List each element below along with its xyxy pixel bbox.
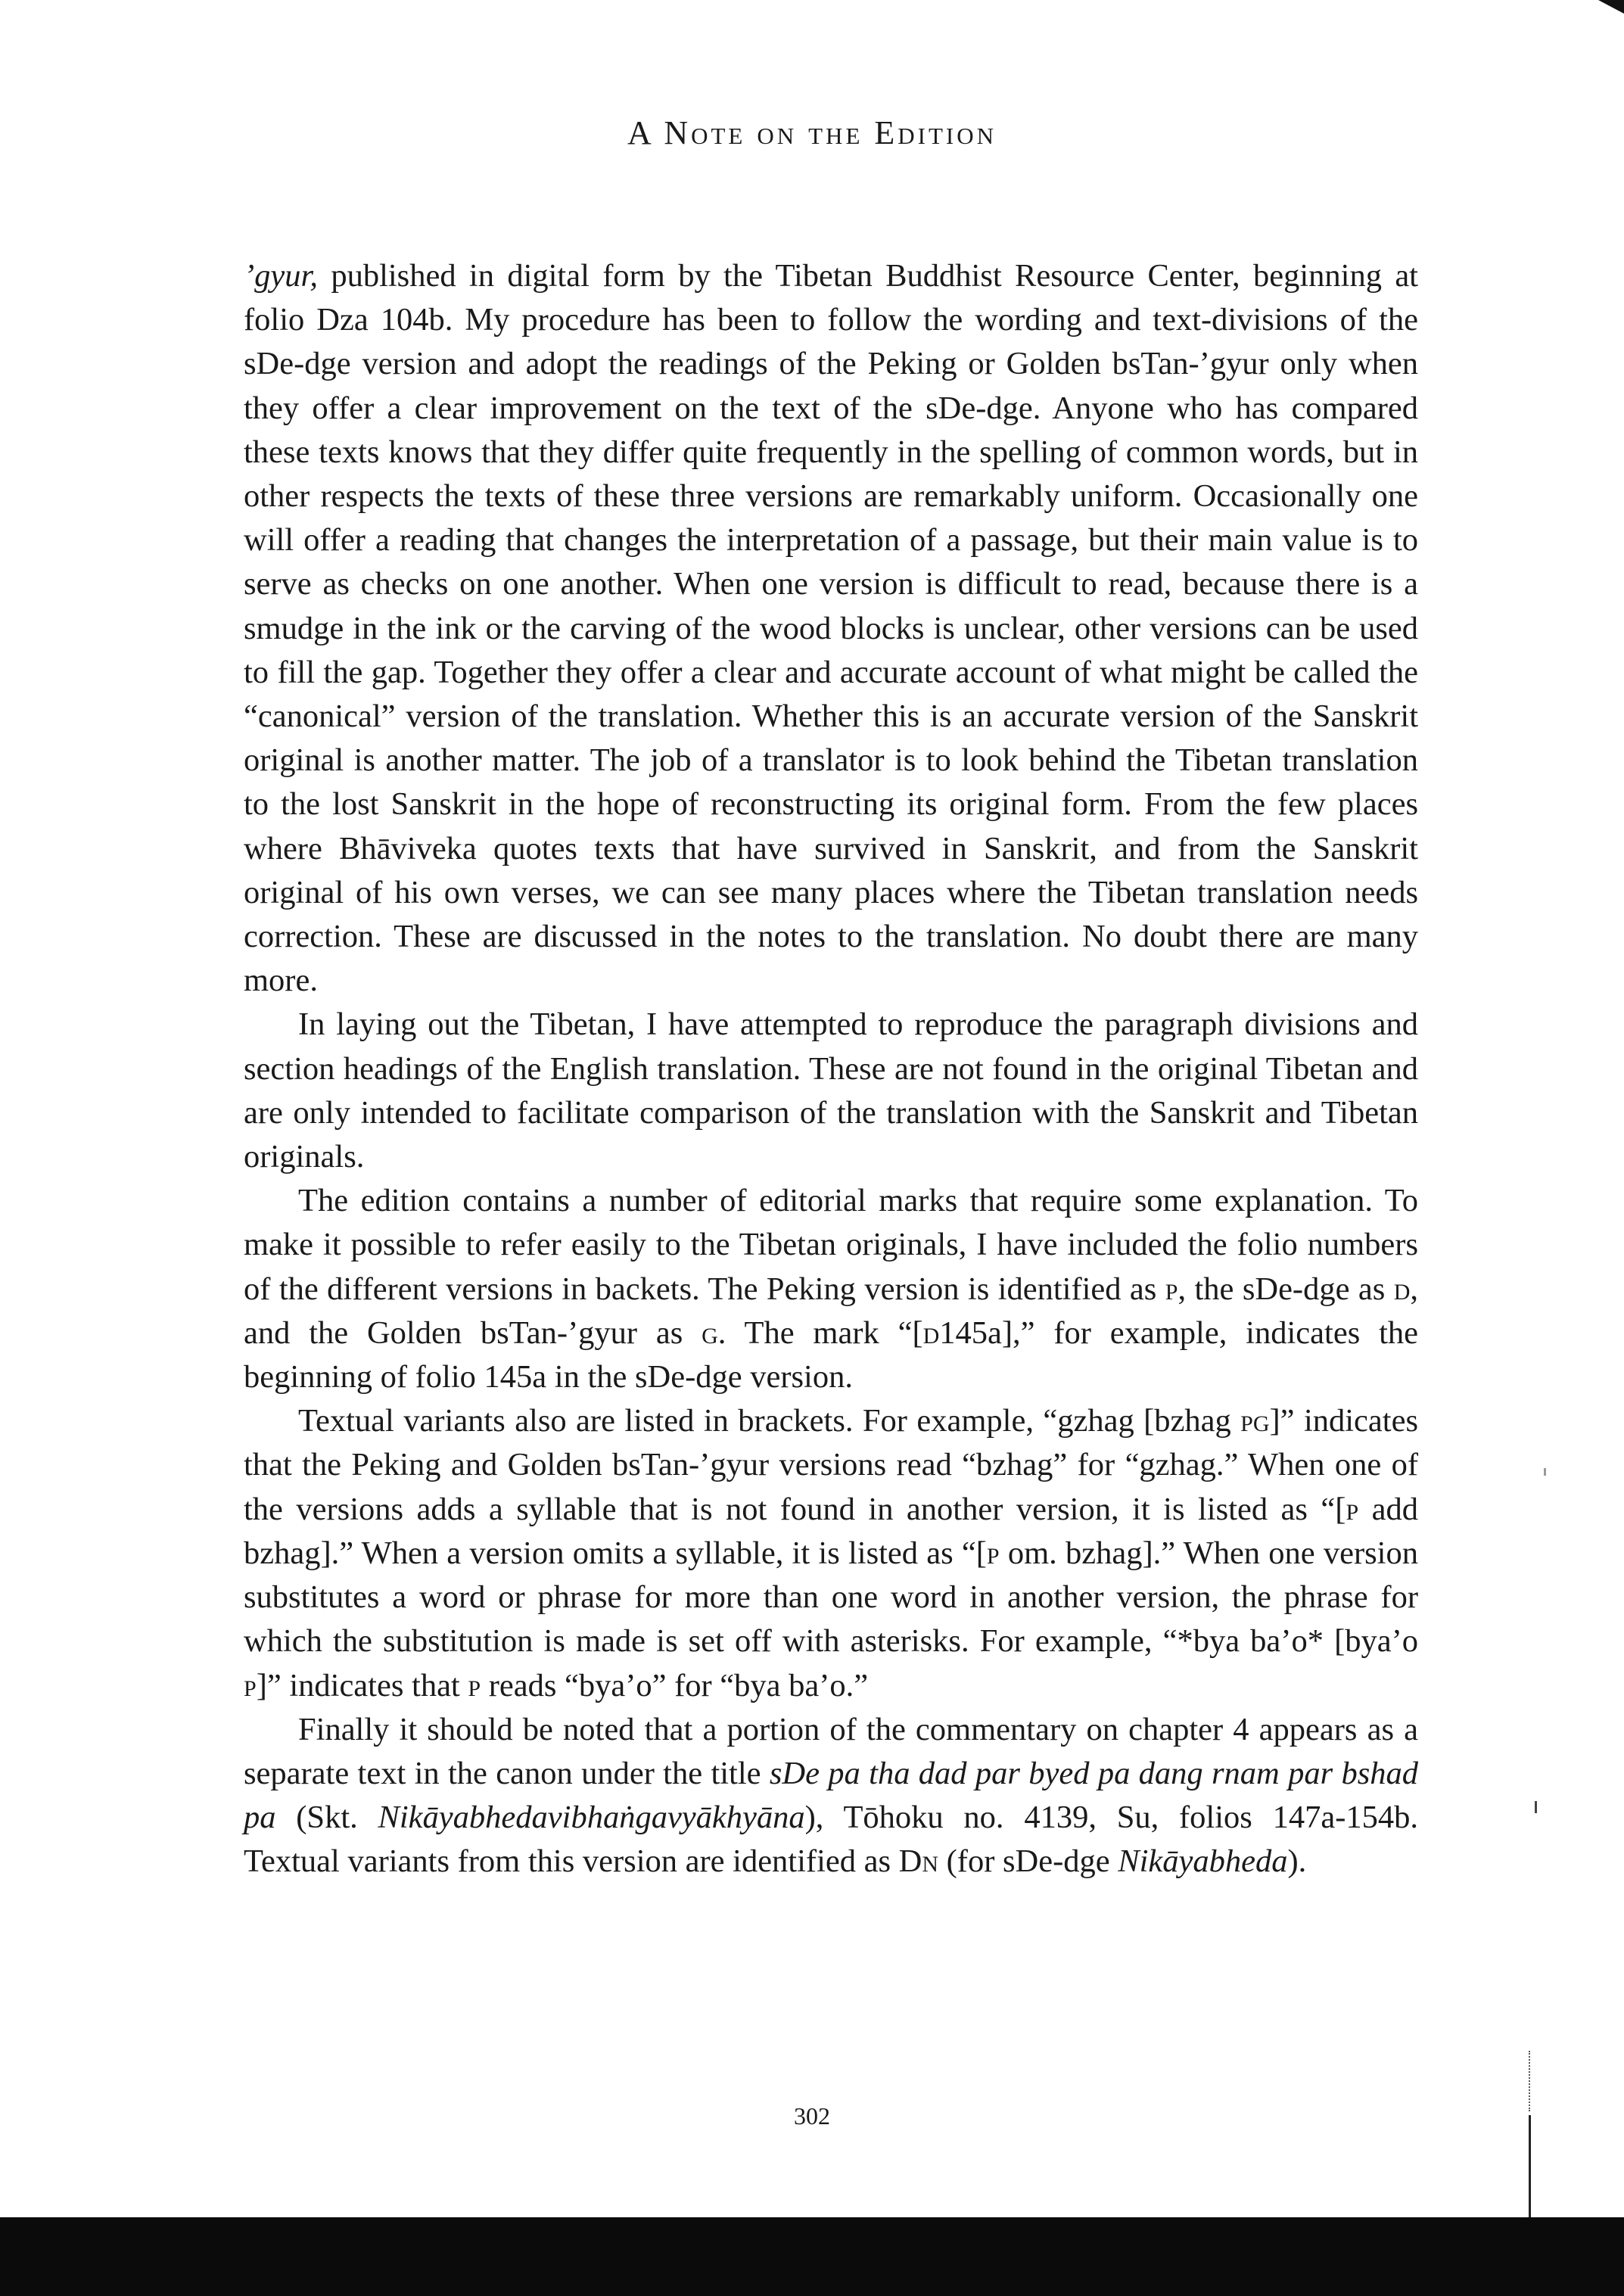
siglum-d: d xyxy=(1393,1271,1411,1307)
scan-edge-dots xyxy=(1529,2051,1532,2111)
siglum-p: p xyxy=(986,1535,1000,1571)
siglum-g: g xyxy=(702,1314,718,1351)
paragraph-1-text: published in digital form by the Tibetan Buddhist Resource Center, beginning at folio Dza 104b. My procedure has been to follow the wording and text-divisions of the sDe-dge version and adopt the readings of the Peking or Golden bsTan-’gyur only when they offer a clear improvement on the text of the sDe-dge. Anyone who has compared these texts knows that they differ quite frequently in the spelling of common words, but in other respects the texts of these three versions are remarkably uniform. Occasionally one will offer a reading that changes the interpretation of a passage, but their main value is to serve as checks on one another. When one version is difficult to read, because there is a smudge in the ink or the carving of the wood blocks is unclear, other versions can be used to fill the gap. Together they offer a clear and accurate account of what might be called the “canonical” version of the translation. Whether this is an accurate version of the Sanskrit original is another matter. The job of a translator is to look behind the Tibetan translation to the lost Sanskrit in the hope of reconstructing its original form. From the few places where Bhāviveka quotes texts that have survived in Sanskrit, and from the Sanskrit original of his own verses, we can see many places where the Tibetan translation needs correction. These are discussed in the notes to the translation. No doubt there are many more. xyxy=(244,258,1418,999)
siglum-p: p xyxy=(244,1667,257,1703)
margin-tick xyxy=(1544,1468,1546,1476)
text-run: om. bzhag].” When one version substitutes a word or phrase for more than one word in another version, the phrase for which the substitution is made is set off with asterisks. For example, “*bya ba’o* [bya’o xyxy=(244,1535,1418,1660)
text-run: ). xyxy=(1287,1843,1307,1880)
text-run: , and the Golden bsTan-’gyur as xyxy=(244,1271,1418,1351)
text-run: ]” indicates that the Peking and Golden bsTan-’gyur versions read “bzhag” for “gzhag.” When one of the versions adds a syllable that is not found in another version, it is listed as “[ xyxy=(244,1403,1418,1527)
siglum-d: d xyxy=(922,1314,940,1351)
paragraph-4 xyxy=(244,1399,1418,1707)
page-number: 302 xyxy=(794,2102,830,2130)
text-run: The edition contains a number of editorial marks that require some explanation. To make it possible to refer easily to the Tibetan originals, I have included the folio numbers of the different versions in backets. The Peking version is identified as xyxy=(244,1183,1418,1307)
scan-bottom-bar xyxy=(0,2217,1624,2296)
text-run: 145a],” for example, indicates the beginning of folio 145a in the sDe-dge version. xyxy=(244,1314,1418,1395)
text-run: add bzhag].” When a version omits a syllable, it is listed as “[ xyxy=(244,1491,1418,1571)
running-head: A Note on the Edition xyxy=(627,114,997,151)
italic-sanskrit-title: Nikāyabhedavibhaṅgavyākhyāna xyxy=(378,1800,805,1836)
paragraph-3 xyxy=(244,1179,1418,1399)
text-run: ]” indicates that xyxy=(256,1667,468,1703)
text-run: , the sDe-dge as xyxy=(1178,1271,1394,1307)
text-run: (for sDe-dge xyxy=(938,1843,1118,1880)
text-run: reads “bya’o” for “bya ba’o.” xyxy=(481,1667,869,1703)
italic-gyur: ’gyur, xyxy=(244,258,318,294)
corner-mark xyxy=(1598,0,1624,14)
siglum-dn: Dn xyxy=(898,1843,939,1880)
siglum-p: p xyxy=(468,1667,481,1703)
siglum-p: p xyxy=(1165,1271,1178,1307)
siglum-pg: pg xyxy=(1240,1403,1270,1439)
paragraph-2-text: In laying out the Tibetan, I have attempted to reproduce the paragraph divisions and section headings of the English translation. These are not found in the original Tibetan and are only intended to facilitate comparison of the translation with the Sanskrit and Tibetan originals. xyxy=(244,1006,1418,1175)
text-run: ), Tōhoku no. 4139, Su, folios 147a-154b. Textual variants from this version are identified as xyxy=(244,1800,1418,1880)
paragraph-5 xyxy=(244,1708,1418,1884)
paragraph-1 xyxy=(244,254,1418,1003)
text-run: . The mark “[ xyxy=(717,1314,923,1351)
margin-tick xyxy=(1535,1801,1537,1813)
text-run: (Skt. xyxy=(275,1800,378,1836)
siglum-p: p xyxy=(1346,1491,1359,1527)
text-run: Finally it should be noted that a portion of the commentary on chapter 4 appears as a separate text in the canon under the title xyxy=(244,1711,1418,1791)
text-run: Textual variants also are listed in brackets. For example, “gzhag [bzhag xyxy=(298,1403,1241,1439)
paragraph-2 xyxy=(244,1003,1418,1179)
body-text xyxy=(244,254,1418,1884)
italic-nikayabheda: Nikāyabheda xyxy=(1118,1843,1288,1880)
italic-title: sDe pa tha dad par byed pa dang rnam par bshad pa xyxy=(244,1755,1418,1836)
